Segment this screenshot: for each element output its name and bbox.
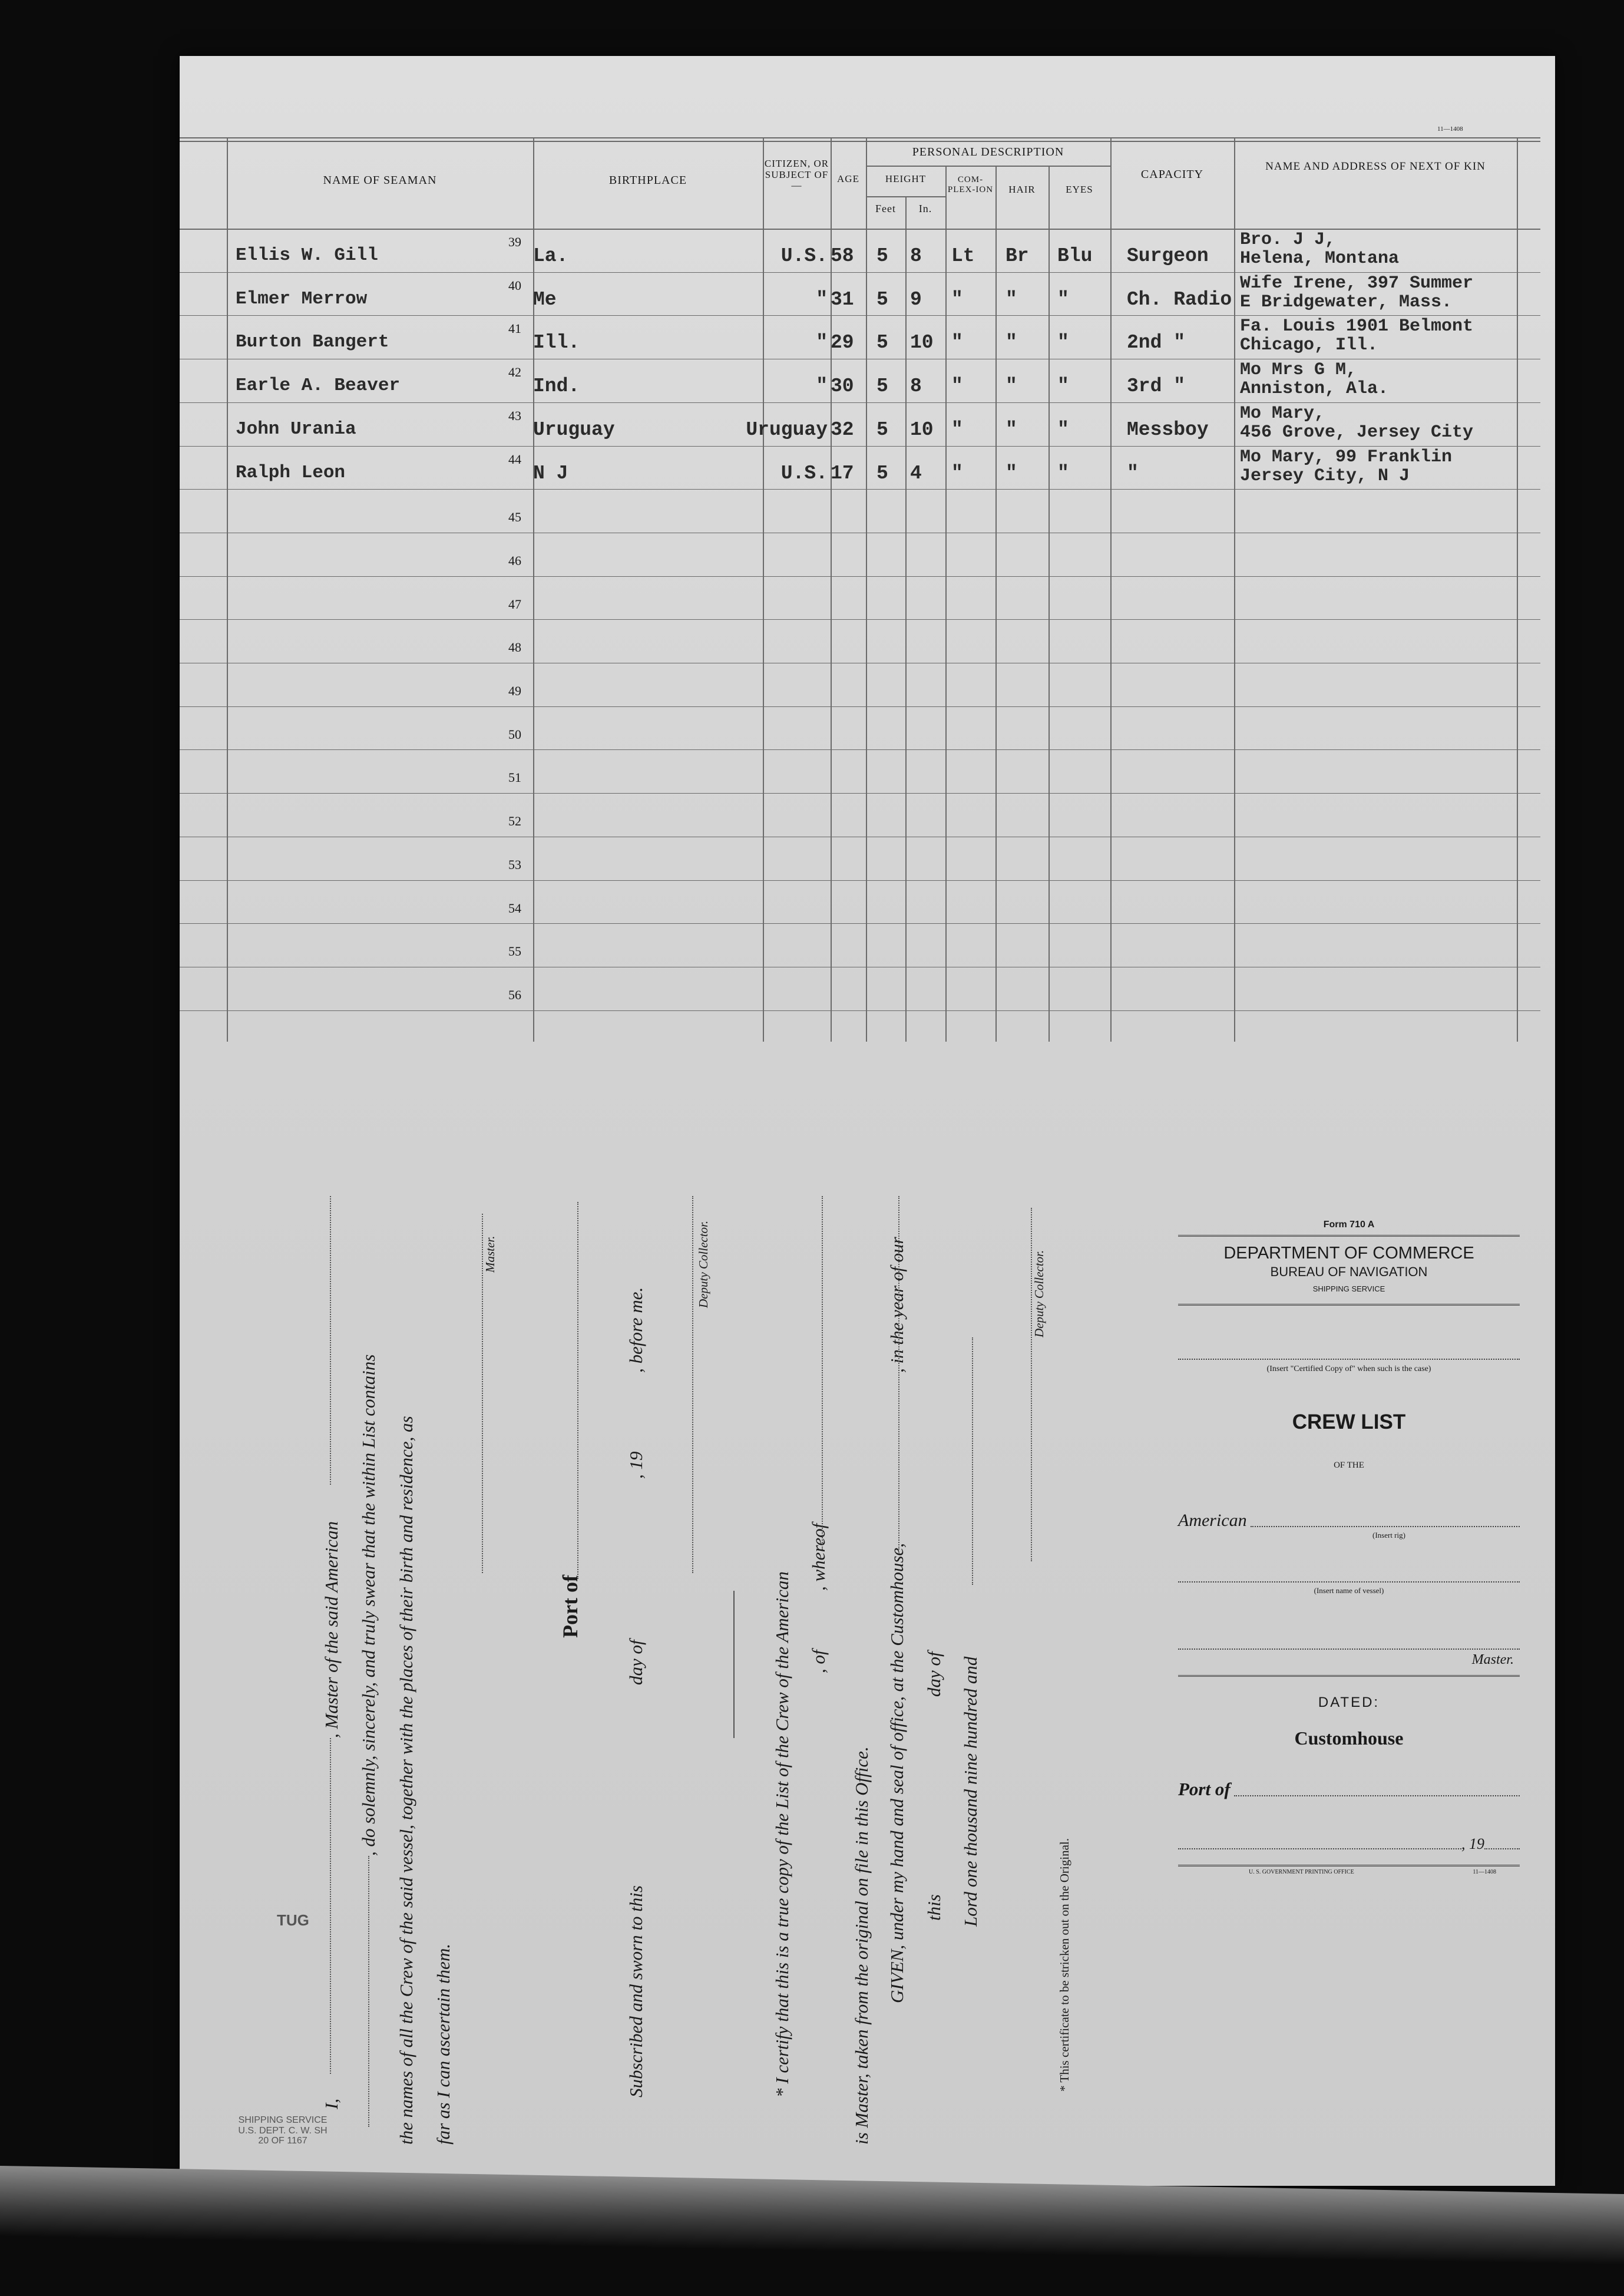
next-of-kin-line-2: 456 Grove, Jersey City [1240, 422, 1474, 442]
row-number: 51 [508, 770, 521, 785]
printer-label: U. S. GOVERNMENT PRINTING OFFICE [1249, 1869, 1354, 1875]
complexion: Lt [951, 245, 975, 267]
age: 32 [831, 418, 854, 441]
seaman-name: Burton Bangert [236, 332, 389, 353]
bureau-title: BUREAU OF NAVIGATION [1270, 1264, 1428, 1279]
age: 29 [831, 332, 854, 354]
tug-stamp: TUG [277, 1911, 309, 1929]
certify-of: , of [808, 1650, 829, 1673]
citizenship: " [816, 288, 828, 310]
next-of-kin-line-1: Fa. Louis 1901 Belmont [1240, 316, 1474, 337]
height-feet: 5 [877, 418, 888, 441]
row-number: 45 [508, 510, 521, 525]
eyes: " [1057, 288, 1069, 310]
row-number: 39 [508, 234, 521, 249]
capacity: 3rd " [1127, 375, 1186, 398]
given-this: this [924, 1894, 944, 1921]
oath-master-label: Master. [483, 1235, 497, 1273]
oath-before-me: , before me. [626, 1287, 646, 1373]
row-number: 42 [508, 365, 521, 380]
age: 30 [831, 375, 854, 398]
citizenship: " [816, 375, 828, 398]
next-of-kin-line-1: Wife Irene, 397 Summer [1240, 273, 1474, 293]
complexion: " [951, 332, 963, 354]
header-age: AGE [837, 173, 859, 184]
row-number: 54 [508, 900, 521, 916]
customhouse-label: Customhouse [1294, 1727, 1404, 1749]
capacity: " [1127, 462, 1139, 484]
citizenship: Uruguay [746, 418, 828, 441]
height-feet: 5 [877, 462, 888, 484]
hair: " [1006, 418, 1017, 441]
height-inches: 8 [910, 375, 922, 398]
birthplace: Ill. [533, 332, 580, 354]
oath-port-of: Port of [558, 1575, 582, 1638]
form-number: Form 710 A [1323, 1220, 1375, 1230]
of-the: OF THE [1334, 1461, 1364, 1470]
height-feet: 5 [877, 375, 888, 398]
header-height: HEIGHT [885, 173, 927, 184]
header-eyes: EYES [1066, 184, 1093, 195]
age: 17 [831, 462, 854, 484]
panel-master: Master. [1471, 1652, 1514, 1667]
row-number: 50 [508, 726, 521, 742]
panel-nineteen: , 19 [1461, 1835, 1484, 1852]
certify-whereof: , whereof [808, 1523, 829, 1591]
height-inches: 8 [910, 245, 922, 267]
given-line: GIVEN, under my hand and seal of office, at the Customhouse, [887, 1543, 907, 2003]
citizenship: U.S. [780, 245, 828, 267]
age: 31 [831, 288, 854, 310]
eyes: " [1057, 332, 1069, 354]
row-number: 52 [508, 814, 521, 829]
header-name: NAME OF SEAMAN [323, 174, 437, 187]
given-day-of: day of [924, 1651, 944, 1697]
height-inches: 4 [910, 462, 922, 484]
header-personal: PERSONAL DESCRIPTION [912, 146, 1064, 158]
complexion: " [951, 418, 963, 441]
form-code: 11—1408 [1437, 125, 1463, 133]
header-hair: HAIR [1008, 184, 1036, 195]
birthplace: La. [533, 245, 568, 267]
row-number: 53 [508, 857, 521, 872]
row-number: 40 [508, 277, 521, 293]
panel-port-of: Port of [1178, 1779, 1231, 1799]
header-capacity: CAPACITY [1140, 168, 1204, 181]
row-number: 47 [508, 596, 521, 612]
seaman-name: Earle A. Beaver [236, 375, 401, 397]
eyes: " [1057, 462, 1069, 484]
header-inches: In. [918, 203, 932, 214]
citizenship: U.S. [780, 462, 828, 484]
next-of-kin-line-2: Helena, Montana [1240, 249, 1400, 269]
complexion: " [951, 462, 963, 484]
height-inches: 10 [910, 418, 934, 441]
certify-master: is Master, taken from the original on file in this Office. [851, 1746, 872, 2145]
next-of-kin-line-2: E Bridgewater, Mass. [1240, 292, 1453, 312]
oath-ascertain: far as I can ascertain them. [433, 1944, 454, 2145]
oath-master-of: , Master of the said American [321, 1521, 342, 1738]
birthplace: Me [533, 288, 557, 310]
birthplace: N J [533, 462, 568, 484]
seaman-name: Elmer Merrow [236, 288, 368, 309]
next-of-kin-line-2: Chicago, Ill. [1240, 335, 1378, 356]
footnote: * This certificate to be stricken out on the Original. [1057, 1838, 1071, 2092]
row-number: 49 [508, 683, 521, 698]
certify-line: * I certify that this is a true copy of the List of the Crew of the American [772, 1571, 792, 2097]
complexion: " [951, 288, 963, 310]
panel-code: 11—1408 [1473, 1869, 1496, 1875]
next-of-kin-line-1: Mo Mary, 99 Franklin [1240, 447, 1453, 467]
given-year: , in the year of our [887, 1237, 907, 1373]
hair: " [1006, 375, 1017, 398]
cover-panel [1178, 1220, 1520, 1875]
row-number: 43 [508, 408, 521, 423]
header-citizen: CITIZEN, OR SUBJECT OF— [764, 158, 829, 191]
height-inches: 10 [910, 332, 934, 354]
seaman-name: Ralph Leon [236, 462, 346, 483]
row-number: 55 [508, 944, 521, 959]
dated-label: DATED: [1318, 1694, 1380, 1710]
capacity: Ch. Radio [1127, 288, 1232, 310]
hair: " [1006, 332, 1017, 354]
oath-i: I, [321, 2098, 342, 2109]
crew-table [180, 137, 1540, 1042]
hair: " [1006, 462, 1017, 484]
citizenship: " [816, 332, 828, 354]
hair: Br [1006, 245, 1029, 267]
next-of-kin-line-1: Mo Mrs G M, [1240, 360, 1357, 381]
crew-list-title: CREW LIST [1292, 1410, 1406, 1433]
oath-names: the names of all the Crew of the said vessel, together with the places of their birth and residence, as [396, 1416, 416, 2145]
complexion: " [951, 375, 963, 398]
shipping-stamp: SHIPPING SERVICE U.S. DEPT. C. W. SH 20 OF 1167 [238, 2115, 328, 2146]
seaman-name: Ellis W. Gill [236, 245, 378, 266]
row-number: 56 [508, 987, 521, 1002]
height-inches: 9 [910, 288, 922, 310]
dept-title: DEPARTMENT OF COMMERCE [1223, 1244, 1474, 1263]
capacity: 2nd " [1127, 332, 1186, 354]
next-of-kin-line-1: Mo Mary, [1240, 403, 1325, 424]
age: 58 [831, 245, 854, 267]
eyes: " [1057, 375, 1069, 398]
seaman-name: John Urania [236, 418, 356, 440]
american-label: American [1178, 1511, 1247, 1530]
given-lord: Lord one thousand nine hundred and [960, 1656, 981, 1927]
hair: " [1006, 288, 1017, 310]
insert-rig: (Insert rig) [1372, 1531, 1405, 1540]
insert-vessel: (Insert name of vessel) [1314, 1586, 1384, 1595]
birthplace: Uruguay [533, 418, 615, 441]
insert-certified: (Insert "Certified Copy of" when such is the case) [1266, 1365, 1431, 1373]
next-of-kin-line-1: Bro. J J, [1240, 230, 1336, 250]
birthplace: Ind. [533, 375, 580, 398]
oath-subscribed: Subscribed and sworn to this [626, 1885, 646, 2097]
row-number: 46 [508, 553, 521, 568]
height-feet: 5 [877, 245, 888, 267]
capacity: Messboy [1127, 418, 1209, 441]
eyes: Blu [1057, 245, 1093, 267]
header-feet: Feet [875, 203, 896, 214]
header-birthplace: BIRTHPLACE [608, 174, 687, 187]
row-number: 41 [508, 321, 521, 336]
oath-nineteen: , 19 [626, 1451, 646, 1479]
capacity: Surgeon [1127, 245, 1209, 267]
row-number: 44 [508, 451, 521, 467]
header-complexion: COM-PLEX-ION [947, 175, 994, 194]
next-of-kin-line-2: Anniston, Ala. [1240, 379, 1389, 399]
header-kin: NAME AND ADDRESS OF NEXT OF KIN [1265, 160, 1486, 173]
next-of-kin-line-2: Jersey City, N J [1240, 465, 1410, 486]
deputy-collector-1: Deputy Collector. [696, 1220, 710, 1308]
eyes: " [1057, 418, 1069, 441]
deputy-collector-2: Deputy Collector. [1032, 1250, 1046, 1337]
oath-day-of: day of [626, 1640, 646, 1685]
height-feet: 5 [877, 288, 888, 310]
row-number: 48 [508, 640, 521, 655]
service-title: SHIPPING SERVICE [1312, 1284, 1385, 1293]
height-feet: 5 [877, 332, 888, 354]
oath-swear: , do solemnly, sincerely, and truly swear that the within List contains [358, 1354, 379, 1856]
